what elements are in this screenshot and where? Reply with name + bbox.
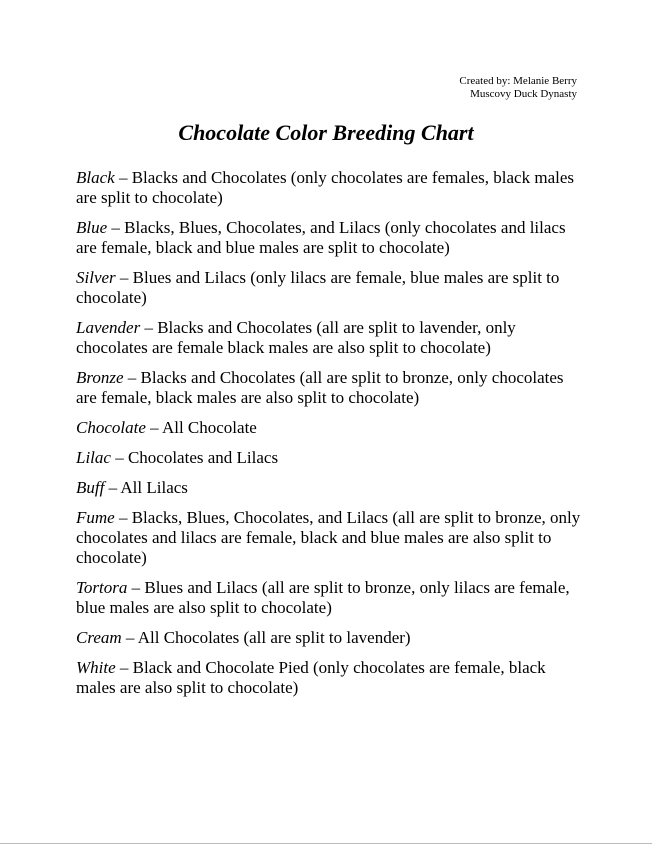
separator: – [127, 578, 145, 597]
color-name: Lilac [76, 448, 111, 467]
offspring-description: All Chocolate [161, 418, 257, 437]
offspring-description: Black and Chocolate Pied (only chocolates are female, black males are also split to chocolate) [76, 658, 546, 697]
breeding-entry [76, 368, 581, 408]
separator: – [107, 218, 125, 237]
color-name: Buff [76, 478, 105, 497]
offspring-description: All Lilacs [120, 478, 188, 497]
breeding-entries [76, 168, 581, 708]
breeding-entry [76, 168, 581, 208]
breeding-entry [76, 418, 581, 438]
separator: – [104, 478, 121, 497]
separator: – [123, 368, 141, 387]
offspring-description: All Chocolates (all are split to lavender) [137, 628, 411, 647]
page-title: Chocolate Color Breeding Chart [178, 120, 474, 145]
offspring-description: Blacks, Blues, Chocolates, and Lilacs (all are split to bronze, only chocolates and lilacs are female, black and blue males are also split to chocolate) [76, 508, 581, 567]
separator: – [145, 418, 162, 437]
breeding-entry [76, 508, 581, 568]
breeding-entry [76, 578, 581, 618]
offspring-description: Chocolates and Lilacs [127, 448, 279, 467]
breeding-entry [76, 478, 581, 498]
breeding-entry [76, 218, 581, 258]
separator: – [115, 658, 133, 677]
color-name: White [76, 658, 116, 677]
separator: – [114, 168, 132, 187]
breeding-entry [76, 318, 581, 358]
color-name: Fume [76, 508, 115, 527]
created-by: Created by: Melanie Berry [459, 75, 577, 87]
offspring-description: Blacks, Blues, Chocolates, and Lilacs (only chocolates and lilacs are female, black and blue males are split to chocolate) [76, 218, 566, 257]
separator: – [110, 448, 128, 467]
breeding-entry [76, 658, 581, 698]
color-name: Chocolate [76, 418, 146, 437]
separator: – [114, 508, 132, 527]
breeding-entry [76, 448, 581, 468]
color-name: Silver [76, 268, 116, 287]
separator: – [140, 318, 158, 337]
credits [459, 75, 577, 101]
color-name: Blue [76, 218, 108, 237]
color-name: Lavender [76, 318, 141, 337]
offspring-description: Blacks and Chocolates (all are split to lavender, only chocolates are female black males are also split to chocolate) [76, 318, 516, 357]
offspring-description: Blues and Lilacs (only lilacs are female, blue males are split to chocolate) [76, 268, 560, 307]
color-name: Cream [76, 628, 122, 647]
breeding-entry [76, 268, 581, 308]
color-name: Tortora [76, 578, 128, 597]
offspring-description: Blacks and Chocolates (all are split to bronze, only chocolates are female, black males are also split to chocolate) [76, 368, 564, 407]
color-name: Bronze [76, 368, 124, 387]
separator: – [115, 268, 133, 287]
separator: – [121, 628, 138, 647]
color-name: Black [76, 168, 115, 187]
offspring-description: Blues and Lilacs (all are split to bronze, only lilacs are female, blue males are also split to chocolate) [76, 578, 570, 617]
organization: Muscovy Duck Dynasty [470, 88, 577, 100]
breeding-entry [76, 628, 581, 648]
offspring-description: Blacks and Chocolates (only chocolates are females, black males are split to chocolate) [76, 168, 575, 207]
